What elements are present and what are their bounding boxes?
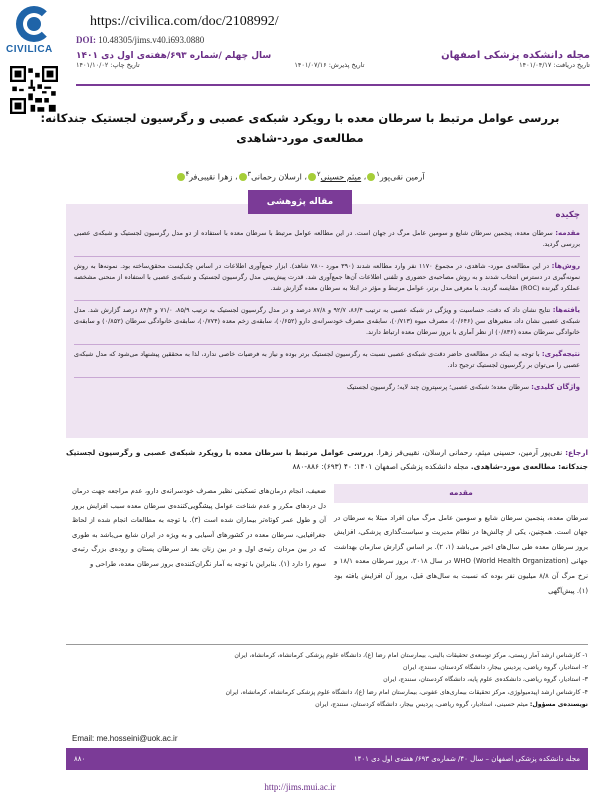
- civilica-brand-name: CIVILICA: [6, 44, 53, 55]
- author-list: آرمین نقی‌پور$^۱$، میثم حسینی$^۲$، ارسلان رحمانی$^۳$، زهرا نقیبی‌فر$^۴$: [40, 170, 560, 182]
- journal-volume: سال چهلم /شماره ۶۹۳/هفته‌ی اول دی ۱۴۰۱: [76, 50, 272, 61]
- abstract-intro-label: مقدمه:: [555, 229, 580, 237]
- orcid-icon[interactable]: [367, 173, 375, 181]
- header-divider: [76, 84, 590, 86]
- orcid-icon[interactable]: [177, 173, 185, 181]
- abstract-keywords-label: واژگان کلیدی:: [531, 383, 580, 391]
- corresponding-author: [66, 699, 588, 711]
- intro-text-right: سرطان معده، پنجمین سرطان شایع و سومین عامل مرگ میان افراد مبتلا به سرطان در جهان است. همچنین، یکی از چالش‌ها در نظام مدیریت و سیاست‌گذاری پزشکی، افزایش بروز سرطان معده طی سال‌های اخیر می‌باشد (۱، ۲). بر اساس گزارش سازمان بهداشت جهانی (World Health Organization) WHO در سال ۲۰۱۸، بروز سرطان معده ۱۸/۱ و نرخ مرگ آن ۸/۸ میلیون نفر بوده که نسبت به سال‌های قبل، بروز آن افزایش یافته بود (۱). پیش‌آگهی: [334, 513, 589, 595]
- abstract-divider: [74, 256, 580, 257]
- title-line-1: بررسی عوامل مرتبط با سرطان معده با رویکرد شبکه‌ی عصبی و رگرسیون لجستیک جندکانه:: [40, 111, 560, 125]
- article-title: [40, 108, 560, 148]
- civilica-logo-icon: [12, 6, 58, 42]
- abstract-conclusion-label: نتیجه‌گیری:: [541, 350, 580, 358]
- author-2: میثم حسینی: [320, 172, 362, 182]
- abstract-divider: [74, 344, 580, 345]
- published-date: تاریخ چاپ: ۱۴۰۱/۱۰/۰۲: [76, 61, 140, 69]
- intro-heading: مقدمه: [334, 484, 588, 503]
- orcid-icon[interactable]: [308, 173, 316, 181]
- abstract-heading: چکیده: [555, 210, 580, 220]
- qr-code-icon[interactable]: [10, 66, 58, 114]
- doi-label: DOI:: [76, 35, 96, 45]
- abstract-divider: [74, 377, 580, 378]
- doi[interactable]: [76, 35, 204, 45]
- abstract-methods-label: روش‌ها:: [551, 262, 580, 270]
- document-url[interactable]: https://civilica.com/doc/2108992/: [90, 14, 279, 29]
- affiliation-1: ۱- کارشناس ارشد آمار زیستی، مرکز توسعه‌ی تحقیقات بالینی، بیمارستان امام رضا (ع)، دانشگاه علوم پزشکی کرمانشاه، کرمانشاه، ایران: [234, 652, 588, 659]
- abstract-keywords-text: سرطان معده؛ شبکه‌ی عصبی؛ پرسپترون چند لایه؛ رگرسیون لجستیک: [346, 383, 530, 391]
- journal-name: مجله دانشکده پزشکی اصفهان: [441, 50, 590, 61]
- doi-value: 10.48305/jims.v40.i693.0880: [98, 35, 205, 45]
- title-line-2: مطالعه‌ی مورد-شاهدی: [236, 131, 364, 145]
- author-2-sup: ۲: [317, 170, 321, 178]
- corresponding-author-text: میثم حسینی، استادیار، گروه ریاضی، پردیس بیجار، دانشگاه کردستان، سنندج، ایران: [315, 700, 528, 708]
- citation-source: مجله دانشکده پزشکی اصفهان ۱۴۰۱؛ ۴۰ (۶۹۳): ۸۸۶-۸۸۰: [292, 462, 469, 471]
- journal-url[interactable]: http://jims.mui.ac.ir: [264, 782, 336, 792]
- citation-authors: نقی‌پور آرمین، حسینی میثم، رحمانی ارسلان، نقیبی‌فر زهرا.: [376, 448, 563, 457]
- citation-title: بررسی عوامل مرتبط با سرطان معده با رویکرد شبکه‌ی عصبی و رگرسیون لجستیک جندکانه: مطالعه‌ی مورد-شاهدی.: [66, 448, 588, 471]
- author-1: آرمین نقی‌پور: [379, 172, 425, 182]
- abstract-divider: [74, 300, 580, 301]
- author-3-sup: ۳: [247, 170, 252, 178]
- author-4-sup: ۴: [185, 170, 190, 178]
- page-number: ۸۸۰: [74, 755, 86, 763]
- abstract-findings-text: نتایج نشان داد که دقت، حساسیت و ویژگی در شبکه عصبی به ترتیب ۸۶/۴، ۹۲/۷ و ۸۷/۸ درصد و در مدل رگرسیون لجستیک به ترتیب ۸۵/۹، ۷۱/۰ و ۸۴/۴ درصد گزارش شد. مدل شبکه‌ی عصبی نشان داد، متغیرهای سن (۰/۶۴۶)، مصرف میوه (۰/۷۱۳)، سابقه‌ی مصرف خودسرانه‌ی دارو (۰/۶۵۲)، سابقه‌ی زخم معده (۰/۷۷۴)، سابقه‌ی خانوادگی سرطان (۰/۸۵۲) و سابقه‌ی خانوادگی سرطان معده (۰/۸۳۶) از نظر آماری با بروز سرطان معده ارتباط دارند.: [74, 306, 580, 336]
- abstract-conclusion: [74, 349, 580, 371]
- citation-label: ارجاع:: [565, 448, 588, 457]
- author-3: ارسلان رحمانی: [251, 172, 302, 182]
- abstract-intro-text: سرطان معده، پنجمین سرطان شایع و سومین عامل مرگ در جهان است. در این مطالعه عوامل مرتبط با سرطان معده با استفاده از دو مدل رگرسیون لجستیک و شبکه‌ی عصبی بررسی گردید.: [74, 229, 580, 248]
- abstract-findings-label: یافته‌ها:: [552, 306, 580, 314]
- footer-journal-text: مجله دانشکده پزشکی اصفهان – سال ۴۰/ شماره‌ی ۶۹۳/ هفته‌ی اول دی ۱۴۰۱: [353, 755, 580, 763]
- corresponding-author-label: نویسنده‌ی مسؤول:: [529, 700, 588, 708]
- orcid-icon[interactable]: [239, 173, 247, 181]
- abstract-keywords: [74, 382, 580, 393]
- affiliation-2: ۲- استادیار، گروه ریاضی، پردیس بیجار، دانشگاه کردستان، سنندج، ایران: [403, 664, 588, 672]
- abstract-methods-text: در این مطالعه‌ی مورد- شاهدی، در مجموع ۱۱۷۰ نفر وارد مطالعه شدند (۳۹۰ مورد -۷۸۰ شاهد). ابزار جمع‌آوری اطلاعات در اساس چک‌لیست محقق‌ساخته بود. نمونه‌ها به روش نمونه‌گیری در دسترس انتخاب شدند و به روش مصاحبه‌ی حضوری و تلفنی اطلاعات آن‌ها جمع‌آوری شد. قدرت پیش‌بینی مدل رگرسیون لجستیک و شبکه‌ی عصبی با استفاده از منحنی مشخصه عملکرد گیرنده (ROC) مقایسه گردید. با معرفی مدل برتر، عوامل مرتبط و مؤثر در ابتلا به سرطان معده گزارش شد.: [74, 262, 580, 292]
- abstract-intro: [74, 228, 580, 250]
- affiliation-4: ۴- کارشناس ارشد اپیدمیولوژی، مرکز تحقیقات بیماری‌های عفونی، بیمارستان امام رضا (ع)، دانشگاه علوم پزشکی کرمانشاه، کرمانشاه، ایران: [225, 688, 588, 696]
- abstract-findings: [74, 305, 580, 338]
- received-date: تاریخ دریافت: ۱۴۰۱/۰۴/۱۷: [519, 61, 590, 69]
- intro-column-left: [72, 484, 326, 572]
- author-4: زهرا نقیبی‌فر: [189, 172, 233, 182]
- author-1-sup: ۱: [376, 170, 380, 178]
- affiliations: [66, 644, 588, 711]
- article-type-badge: مقاله پژوهشی: [248, 190, 352, 214]
- accepted-date: تاریخ پذیرش: ۱۴۰۱/۰۷/۱۶: [294, 61, 365, 69]
- abstract-methods: [74, 261, 580, 294]
- intro-text-left: ضعیف، انجام درمان‌های تسکینی نظیر مصرف خودسرانه‌ی دارو، عدم مراجعه جهت درمان دل دردهای مکرر و عدم شناخت عوامل پیشگویی‌کننده‌ی سرطان معده سبب افزایش بروز آن و طول عمر کوتاه‌تر بیماران شده است (۳). با توجه به مطالعات انجام شده از لحاظ جغرافیایی، سرطان معده در کشورهای آسیایی و به ویژه در ایران شایع می‌باشد به طوری که در بین مردان رتبه‌ی اول و در بین زنان بعد از سرطان پستان و روده‌ی بزرگ رتبه‌ی سوم را دارد (۱). بنابراین با توجه به آمار نگران‌کننده‌ی بروز سرطان معده، طراحی و: [72, 487, 326, 568]
- civilica-branding: [6, 6, 76, 55]
- intro-column-right: [334, 484, 588, 598]
- citation: [66, 446, 588, 474]
- abstract-conclusion-text: با توجه به اینکه در مطالعه‌ی حاضر دقت‌ی شبکه‌ی عصبی نسبت به رگرسیون لجستیک برتر بوده و نیاز به فرضیات خاصی ندارد، لذا به محققین پیشنهاد می‌شود که مدل شبکه‌ی عصبی را می‌توان بر رگرسیون لجستیک ترجیح داد.: [74, 350, 580, 369]
- affiliation-3: ۳- استادیار، گروه ریاضی، دانشکده‌ی علوم پایه، دانشگاه کردستان، سنندج، ایران: [383, 676, 588, 684]
- author-email[interactable]: Email: me.hosseini@uok.ac.ir: [72, 734, 178, 743]
- journal-header: [76, 50, 590, 82]
- page-footer: [66, 748, 588, 770]
- abstract-box: [66, 204, 588, 438]
